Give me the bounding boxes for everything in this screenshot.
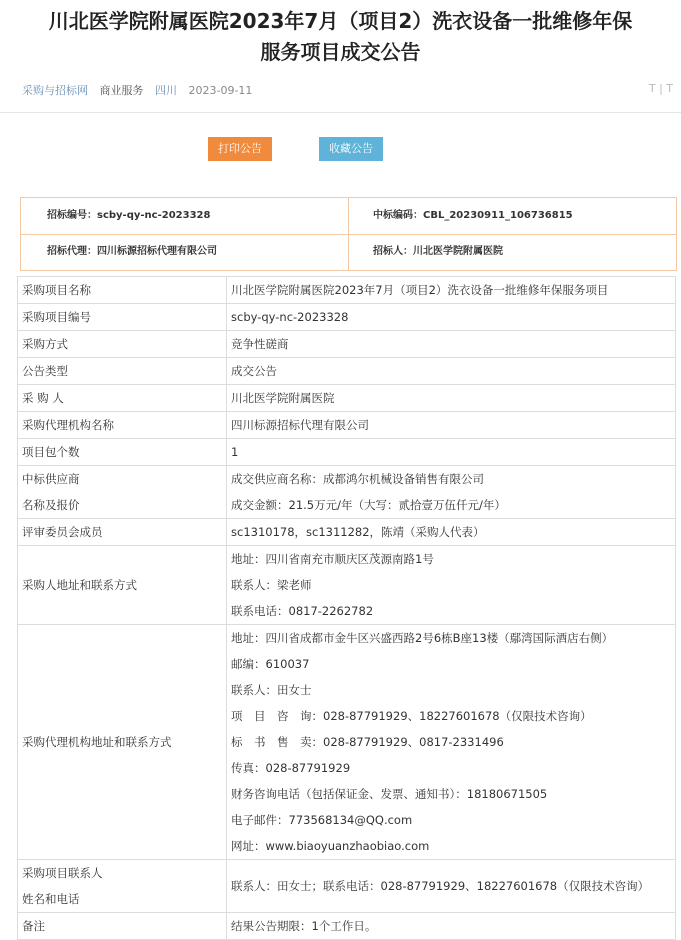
field-label bbox=[18, 385, 227, 412]
field-value bbox=[227, 304, 676, 331]
field-value-line: 川北医学院附属医院 bbox=[231, 391, 335, 405]
field-value-line: 竞争性磋商 bbox=[231, 337, 289, 351]
field-label bbox=[18, 412, 227, 439]
table-row bbox=[18, 466, 676, 519]
field-value-line: 成交公告 bbox=[231, 364, 277, 378]
field-label-line: 名称及报价 bbox=[22, 498, 80, 512]
table-row bbox=[18, 385, 676, 412]
field-value-line: 联系电话：0817-2262782 bbox=[231, 604, 374, 618]
header-divider bbox=[0, 112, 681, 113]
field-value bbox=[227, 412, 676, 439]
field-value bbox=[227, 625, 676, 860]
table-row bbox=[18, 913, 676, 940]
print-button[interactable]: 打印公告 bbox=[208, 137, 272, 161]
field-label-line: 公告类型 bbox=[22, 364, 68, 378]
source-link[interactable]: 采购与招标网 bbox=[22, 84, 88, 97]
field-value-line: 邮编：610037 bbox=[231, 657, 310, 671]
field-value bbox=[227, 331, 676, 358]
field-value-line: 四川标源招标代理有限公司 bbox=[231, 418, 369, 432]
table-row bbox=[18, 277, 676, 304]
category-label: 商业服务 bbox=[99, 84, 144, 97]
field-label bbox=[18, 860, 227, 913]
field-value-line: 地址：四川省成都市金牛区兴盛西路2号6栋B座13楼（鄢湾国际酒店右侧） bbox=[231, 631, 614, 645]
field-value-line: 联系人：田女士；联系电话：028-87791929、18227601678（仅限技术咨询） bbox=[231, 879, 650, 893]
field-label-line: 采购项目编号 bbox=[22, 310, 91, 324]
field-value-line: sc1310178，sc1311282，陈靖（采购人代表） bbox=[231, 525, 485, 539]
field-value-line: 电子邮件：773568134@QQ.com bbox=[231, 813, 413, 827]
field-value-line: 联系人：田女士 bbox=[231, 683, 312, 697]
field-label-line: 采购人地址和联系方式 bbox=[22, 578, 137, 592]
table-row bbox=[18, 331, 676, 358]
field-value-line: 财务咨询电话（包括保证金、发票、通知书）：18180671505 bbox=[231, 787, 548, 801]
bid-number: 招标编号：scby-qy-nc-2023328 bbox=[47, 210, 211, 221]
page-title-line-1: 川北医学院附属医院2023年7月（项目2）洗衣设备一批维修年保 bbox=[48, 9, 633, 33]
field-value-line: 联系人：梁老师 bbox=[231, 578, 312, 592]
field-value-line: 地址：四川省南充市顺庆区茂源南路1号 bbox=[231, 552, 434, 566]
page-title-line-2: 服务项目成交公告 bbox=[260, 40, 421, 64]
table-row bbox=[18, 358, 676, 385]
publish-date: 2023-09-11 bbox=[188, 84, 253, 97]
field-label-line: 中标供应商 bbox=[22, 472, 80, 486]
field-label-line: 评审委员会成员 bbox=[22, 525, 103, 539]
field-label bbox=[18, 519, 227, 546]
field-label-line: 采购方式 bbox=[22, 337, 68, 351]
table-row bbox=[18, 304, 676, 331]
field-value bbox=[227, 546, 676, 625]
table-row bbox=[18, 439, 676, 466]
field-value-line: 川北医学院附属医院2023年7月（项目2）洗衣设备一批维修年保服务项目 bbox=[231, 283, 609, 297]
table-row bbox=[18, 546, 676, 625]
field-label bbox=[18, 625, 227, 860]
region-link[interactable]: 四川 bbox=[155, 84, 177, 97]
table-row bbox=[18, 860, 676, 913]
field-label bbox=[18, 277, 227, 304]
award-detail-table bbox=[17, 276, 676, 940]
field-label bbox=[18, 358, 227, 385]
table-row bbox=[18, 519, 676, 546]
meta-bar bbox=[22, 82, 260, 98]
field-value bbox=[227, 277, 676, 304]
field-value-line: 标 书 售 卖：028-87791929、0817-2331496 bbox=[231, 735, 504, 749]
field-label-line: 采购项目联系人 bbox=[22, 866, 103, 880]
field-label-line: 备注 bbox=[22, 919, 45, 933]
award-number: 中标编码：CBL_20230911_106736815 bbox=[373, 210, 573, 221]
field-label bbox=[18, 913, 227, 940]
tenderer: 招标人：川北医学院附属医院 bbox=[373, 246, 503, 257]
field-value bbox=[227, 519, 676, 546]
info-box-column-divider bbox=[348, 198, 349, 270]
field-label-line: 采购代理机构名称 bbox=[22, 418, 114, 432]
field-value bbox=[227, 860, 676, 913]
field-label-line: 采购项目名称 bbox=[22, 283, 91, 297]
field-value bbox=[227, 913, 676, 940]
field-label bbox=[18, 304, 227, 331]
field-value bbox=[227, 439, 676, 466]
field-value-line: 传真：028-87791929 bbox=[231, 761, 351, 775]
field-value-line: 网址：www.biaoyuanzhaobiao.com bbox=[231, 839, 430, 853]
bid-agency: 招标代理：四川标源招标代理有限公司 bbox=[47, 246, 217, 257]
field-label bbox=[18, 546, 227, 625]
field-label bbox=[18, 331, 227, 358]
field-value bbox=[227, 385, 676, 412]
field-value-line: 成交供应商名称：成都鸿尔机械设备销售有限公司 bbox=[231, 472, 484, 486]
table-row bbox=[18, 625, 676, 860]
field-value-line: 成交金额：21.5万元/年（大写：贰拾壹万伍仟元/年） bbox=[231, 498, 506, 512]
table-row bbox=[18, 412, 676, 439]
field-label-line: 姓名和电话 bbox=[22, 892, 80, 906]
field-value-line: 1 bbox=[231, 445, 239, 459]
field-value bbox=[227, 358, 676, 385]
page-title bbox=[0, 6, 681, 68]
field-label bbox=[18, 466, 227, 519]
field-label-line: 采购代理机构地址和联系方式 bbox=[22, 735, 172, 749]
field-label-line: 采 购 人 bbox=[22, 391, 64, 405]
field-label-line: 项目包个数 bbox=[22, 445, 80, 459]
field-value-line: 项 目 咨 询：028-87791929、18227601678（仅限技术咨询） bbox=[231, 709, 592, 723]
field-label bbox=[18, 439, 227, 466]
favorite-button[interactable]: 收藏公告 bbox=[319, 137, 383, 161]
bid-info-box bbox=[20, 197, 677, 271]
field-value-line: scby-qy-nc-2023328 bbox=[231, 310, 349, 324]
field-value bbox=[227, 466, 676, 519]
font-size-toggle[interactable]: T | T bbox=[648, 82, 673, 95]
field-value-line: 结果公告期限：1个工作日。 bbox=[231, 919, 377, 933]
